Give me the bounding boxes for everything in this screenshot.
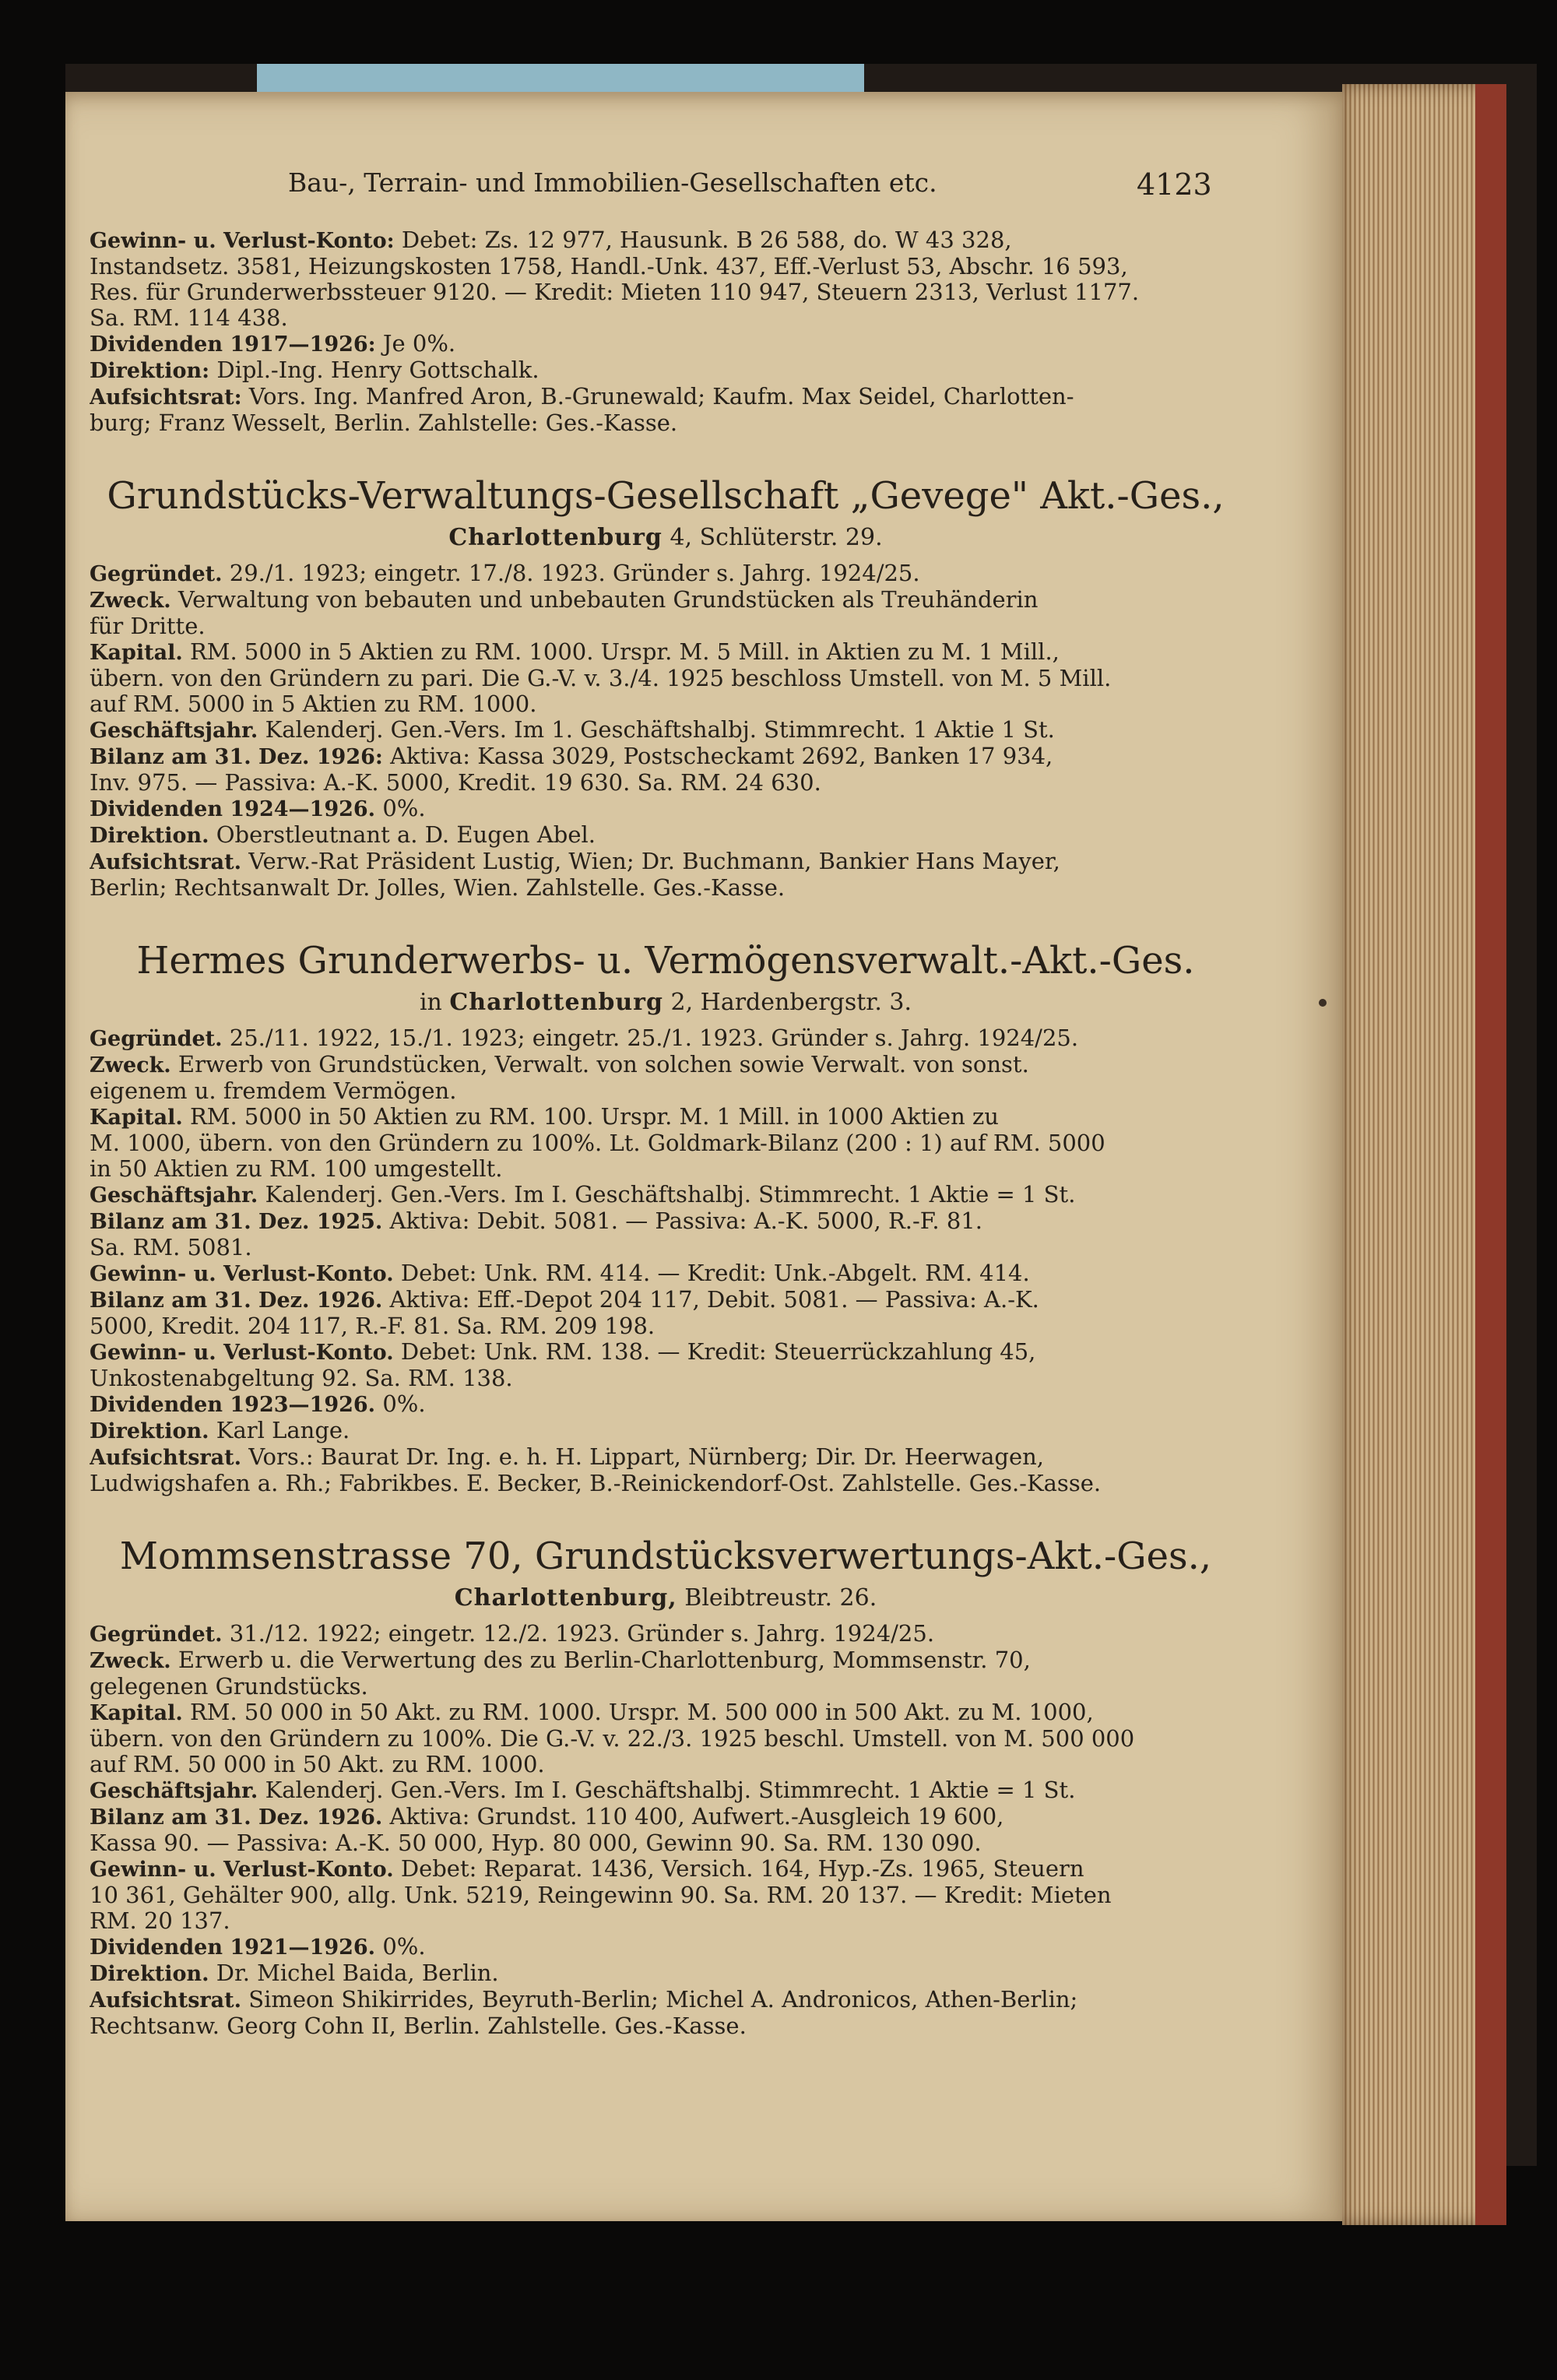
entry-line <box>90 796 1242 822</box>
entry-text: Erwerb von Grundstücken, Verwalt. von solchen sowie Verwalt. von sonst. <box>177 1052 1029 1078</box>
entry-line <box>90 1804 1242 1830</box>
entry-line <box>90 639 1242 666</box>
entry-text: eigenem u. fremdem Vermögen. <box>90 1078 457 1104</box>
entry-text: RM. 50 000 in 50 Akt. zu RM. 1000. Urspr. M. 500 000 in 500 Akt. zu M. 1000, <box>189 1700 1094 1725</box>
entry-text: Kassa 90. — Passiva: A.-K. 50 000, Hyp. 80 000, Gewinn 90. Sa. RM. 130 090. <box>90 1830 982 1856</box>
entry-label: Direktion: <box>90 359 210 383</box>
entry-label: Kapital. <box>90 1106 183 1130</box>
entry-text: Verw.-Rat Präsident Lustig, Wien; Dr. Buchmann, Bankier Hans Mayer, <box>248 849 1060 874</box>
entry-label: Zweck. <box>90 1053 171 1078</box>
entry-line <box>90 1777 1242 1804</box>
company-location <box>90 522 1242 554</box>
entry-text: 31./12. 1922; eingetr. 12./2. 1923. Gründer s. Jahrg. 1924/25. <box>229 1621 935 1647</box>
entry-line <box>90 691 1242 717</box>
entry-line <box>90 410 1242 436</box>
entry-text: Kalenderj. Gen.-Vers. Im 1. Geschäftshalbj. Stimmrecht. 1 Aktie 1 St. <box>265 717 1055 743</box>
running-title: Bau-, Terrain- und Immobilien-Gesellschaften etc. <box>288 167 937 198</box>
entry-label: Gegründet. <box>90 562 223 586</box>
entry-text: 5000, Kredit. 204 117, R.-F. 81. Sa. RM. 209 198. <box>90 1313 655 1339</box>
location-prefix: in <box>419 989 442 1016</box>
entry-line <box>90 1052 1242 1078</box>
entry-label: Bilanz am 31. Dez. 1926: <box>90 745 383 769</box>
entry-text: Erwerb u. die Verwertung des zu Berlin-Charlottenburg, Mommsenstr. 70, <box>177 1647 1031 1673</box>
entry-line <box>90 331 1242 357</box>
entry-text: 0%. <box>382 1934 426 1960</box>
entry-label: Dividenden 1921—1926. <box>90 1935 376 1960</box>
company-name: Grundstücks-Verwaltungs-Gesellschaft „Gevege" Akt.-Ges., <box>107 474 1225 518</box>
entry-text: Oberstleutnant a. D. Eugen Abel. <box>216 822 596 848</box>
entry-label: Direktion. <box>90 824 209 848</box>
company-entry <box>90 470 1242 901</box>
entry-label: Gewinn- u. Verlust-Konto: <box>90 229 395 253</box>
entry-line <box>90 717 1242 744</box>
entry-line <box>90 1674 1242 1700</box>
entry-text: übern. von den Gründern zu pari. Die G.-V. v. 3./4. 1925 beschloss Umstell. von M. 5 Mill. <box>90 666 1112 691</box>
entry-text: Inv. 975. — Passiva: A.-K. 5000, Kredit. 19 630. Sa. RM. 24 630. <box>90 770 821 796</box>
entry-label: Bilanz am 31. Dez. 1925. <box>90 1210 383 1234</box>
entry-label: Aufsichtsrat. <box>90 1988 241 2013</box>
entry-line <box>90 822 1242 849</box>
entry-text: Kalenderj. Gen.-Vers. Im I. Geschäftshalbj. Stimmrecht. 1 Aktie = 1 St. <box>265 1182 1076 1208</box>
company-address: Bleibtreustr. 26. <box>684 1584 877 1612</box>
entry-line <box>90 1700 1242 1726</box>
entry-line <box>90 744 1242 770</box>
entry-line <box>90 1182 1242 1208</box>
entry-label: Direktion. <box>90 1419 209 1443</box>
company-name: Mommsenstrasse 70, Grundstücksverwertungs-Akt.-Ges., <box>119 1535 1212 1578</box>
company-address: 4, Schlüterstr. 29. <box>670 524 883 551</box>
company-city: Charlottenburg, <box>454 1584 677 1612</box>
entry-line <box>90 1130 1242 1156</box>
entry-line <box>90 1621 1242 1647</box>
entry-text: 25./11. 1922, 15./1. 1923; eingetr. 25./1. 1923. Gründer s. Jahrg. 1924/25. <box>229 1025 1079 1051</box>
entry-text: Debet: Zs. 12 977, Hausunk. B 26 588, do. W 43 328, <box>401 227 1012 253</box>
entry-label: Direktion. <box>90 1962 209 1986</box>
entry-line <box>90 875 1242 901</box>
entry-line <box>90 1025 1242 1052</box>
entry-text: 29./1. 1923; eingetr. 17./8. 1923. Gründer s. Jahrg. 1924/25. <box>229 561 920 586</box>
entry-text: RM. 20 137. <box>90 1908 230 1934</box>
company-city: Charlottenburg <box>448 524 663 551</box>
entry-text: in 50 Aktien zu RM. 100 umgestellt. <box>90 1156 503 1182</box>
entry-text: Sa. RM. 114 438. <box>90 305 288 331</box>
entry-label: Kapital. <box>90 641 183 665</box>
entry-label: Dividenden 1923—1926. <box>90 1393 376 1417</box>
entry-label: Gewinn- u. Verlust-Konto. <box>90 1341 394 1365</box>
entry-text: Debet: Unk. RM. 138. — Kredit: Steuerrückzahlung 45, <box>400 1339 1036 1365</box>
entry-text: auf RM. 5000 in 5 Aktien zu RM. 1000. <box>90 691 537 717</box>
entry-line <box>90 1313 1242 1339</box>
entry-text: Vors. Ing. Manfred Aron, B.-Grunewald; Kaufm. Max Seidel, Charlotten- <box>248 384 1074 410</box>
entry-label: Geschäftsjahr. <box>90 719 258 743</box>
company-entry <box>90 935 1242 1496</box>
entry-label: Zweck. <box>90 589 171 613</box>
entry-text: auf RM. 50 000 in 50 Akt. zu RM. 1000. <box>90 1752 545 1777</box>
entry-line <box>90 1883 1242 1908</box>
entry-text: 0%. <box>382 1391 426 1417</box>
entry-label: Gewinn- u. Verlust-Konto. <box>90 1262 394 1286</box>
entry-line <box>90 770 1242 796</box>
entry-line <box>90 2013 1242 2039</box>
entry-label: Aufsichtsrat: <box>90 385 242 410</box>
page-content <box>90 227 1242 2039</box>
entry-text: Karl Lange. <box>216 1418 350 1443</box>
entry-line <box>90 1647 1242 1674</box>
entry-text: Ludwigshafen a. Rh.; Fabrikbes. E. Becker, B.-Reinickendorf-Ost. Zahlstelle. Ges.-Kasse. <box>90 1471 1102 1496</box>
entry-label: Dividenden 1924—1926. <box>90 797 376 821</box>
entry-line <box>90 587 1242 613</box>
entry-line <box>90 227 1242 254</box>
entry-line <box>90 1987 1242 2013</box>
entry-label: Geschäftsjahr. <box>90 1779 258 1803</box>
entry-label: Aufsichtsrat. <box>90 850 241 874</box>
entry-text: Berlin; Rechtsanwalt Dr. Jolles, Wien. Zahlstelle. Ges.-Kasse. <box>90 875 786 901</box>
entry-label: Kapital. <box>90 1701 183 1725</box>
entry-line <box>90 1104 1242 1130</box>
entry-line <box>90 1235 1242 1260</box>
entry-line <box>90 1287 1242 1313</box>
company-location <box>90 986 1242 1019</box>
entry-text: für Dritte. <box>90 613 206 639</box>
entry-text: RM. 5000 in 50 Aktien zu RM. 100. Urspr. M. 1 Mill. in 1000 Aktien zu <box>189 1104 999 1130</box>
entry-text: Je 0%. <box>382 331 456 357</box>
entry-text: Simeon Shikirrides, Beyruth-Berlin; Michel A. Andronicos, Athen-Berlin; <box>248 1987 1078 2013</box>
entry-label: Geschäftsjahr. <box>90 1183 258 1208</box>
entry-text: Unkostenabgeltung 92. Sa. RM. 138. <box>90 1366 513 1391</box>
entry-line <box>90 254 1242 279</box>
page-number: 4123 <box>1137 167 1212 202</box>
entry-line <box>90 1856 1242 1883</box>
entry-line <box>90 561 1242 587</box>
entry-text: gelegenen Grundstücks. <box>90 1674 368 1700</box>
entry-line <box>90 1366 1242 1391</box>
entry-line <box>90 357 1242 384</box>
entry-line <box>90 279 1242 305</box>
entry-text: Vors.: Baurat Dr. Ing. e. h. H. Lippart, Nürnberg; Dir. Dr. Heerwagen, <box>248 1444 1045 1470</box>
entry-text: Kalenderj. Gen.-Vers. Im I. Geschäftshalbj. Stimmrecht. 1 Aktie = 1 St. <box>265 1777 1076 1803</box>
intro-section <box>90 227 1242 436</box>
entry-line <box>90 1208 1242 1235</box>
ink-mark <box>1319 999 1327 1007</box>
entry-text: Aktiva: Grundst. 110 400, Aufwert.-Ausgleich 19 600, <box>389 1804 1004 1830</box>
entry-text: Aktiva: Kassa 3029, Postscheckamt 2692, Banken 17 934, <box>390 744 1053 769</box>
entry-line <box>90 666 1242 691</box>
entry-text: M. 1000, übern. von den Gründern zu 100%. Lt. Goldmark-Bilanz (200 : 1) auf RM. 5000 <box>90 1130 1105 1156</box>
entry-text: übern. von den Gründern zu 100%. Die G.-V. v. 22./3. 1925 beschl. Umstell. von M. 500 000 <box>90 1726 1135 1752</box>
entry-text: Aktiva: Debit. 5081. — Passiva: A.-K. 5000, R.-F. 81. <box>389 1208 982 1234</box>
entry-text: Debet: Reparat. 1436, Versich. 164, Hyp.-Zs. 1965, Steuern <box>400 1856 1084 1882</box>
entry-label: Bilanz am 31. Dez. 1926. <box>90 1288 383 1313</box>
entry-text: Res. für Grunderwerbssteuer 9120. — Kredit: Mieten 110 947, Steuern 2313, Verlust 1177. <box>90 279 1140 305</box>
entry-text: Dipl.-Ing. Henry Gottschalk. <box>216 357 540 383</box>
entry-text: 10 361, Gehälter 900, allg. Unk. 5219, Reingewinn 90. Sa. RM. 20 137. — Kredit: Mieten <box>90 1883 1112 1908</box>
entry-text: Rechtsanw. Georg Cohn II, Berlin. Zahlstelle. Ges.-Kasse. <box>90 2013 747 2039</box>
entry-line <box>90 1078 1242 1104</box>
entry-text: 0%. <box>382 796 426 821</box>
entry-line <box>90 1752 1242 1777</box>
entry-label: Zweck. <box>90 1649 171 1673</box>
entry-text: Sa. RM. 5081. <box>90 1235 252 1260</box>
entry-line <box>90 305 1242 331</box>
entry-text: Debet: Unk. RM. 414. — Kredit: Unk.-Abgelt. RM. 414. <box>400 1260 1030 1286</box>
company-location <box>90 1582 1242 1615</box>
entry-label: Gegründet. <box>90 1027 223 1051</box>
entry-label: Dividenden 1917—1926: <box>90 332 376 357</box>
entry-label: Aufsichtsrat. <box>90 1446 241 1470</box>
entry-label: Gegründet. <box>90 1622 223 1647</box>
entry-line <box>90 384 1242 410</box>
entry-line <box>90 1726 1242 1752</box>
entry-line <box>90 1444 1242 1471</box>
entry-line <box>90 1830 1242 1856</box>
entry-text: Aktiva: Eff.-Depot 204 117, Debit. 5081. — Passiva: A.-K. <box>389 1287 1039 1313</box>
entry-line <box>90 1391 1242 1418</box>
entry-text: Verwaltung von bebauten und unbebauten Grundstücken als Treuhänderin <box>177 587 1039 613</box>
company-entries <box>90 470 1242 2039</box>
entry-line <box>90 1260 1242 1287</box>
entry-line <box>90 613 1242 639</box>
entry-line <box>90 1960 1242 1987</box>
entry-line <box>90 1471 1242 1496</box>
entry-text: Dr. Michel Baida, Berlin. <box>216 1960 499 1986</box>
entry-line <box>90 1908 1242 1934</box>
entry-label: Gewinn- u. Verlust-Konto. <box>90 1858 394 1882</box>
entry-line <box>90 849 1242 875</box>
entry-text: RM. 5000 in 5 Aktien zu RM. 1000. Urspr. M. 5 Mill. in Aktien zu M. 1 Mill., <box>189 639 1060 665</box>
page-edges-red <box>1475 84 1506 2225</box>
entry-text: burg; Franz Wesselt, Berlin. Zahlstelle: Ges.-Kasse. <box>90 410 678 436</box>
entry-text: Instandsetz. 3581, Heizungskosten 1758, Handl.-Unk. 437, Eff.-Verlust 53, Abschr. 16 593, <box>90 254 1128 279</box>
entry-label: Bilanz am 31. Dez. 1926. <box>90 1805 383 1830</box>
entry-line <box>90 1156 1242 1182</box>
entry-line <box>90 1934 1242 1960</box>
company-city: Charlottenburg <box>449 989 663 1016</box>
company-entry <box>90 1531 1242 2039</box>
company-name: Hermes Grunderwerbs- u. Vermögensverwalt.-Akt.-Ges. <box>136 939 1195 983</box>
company-address: 2, Hardenbergstr. 3. <box>670 989 912 1016</box>
entry-line <box>90 1418 1242 1444</box>
entry-line <box>90 1339 1242 1366</box>
